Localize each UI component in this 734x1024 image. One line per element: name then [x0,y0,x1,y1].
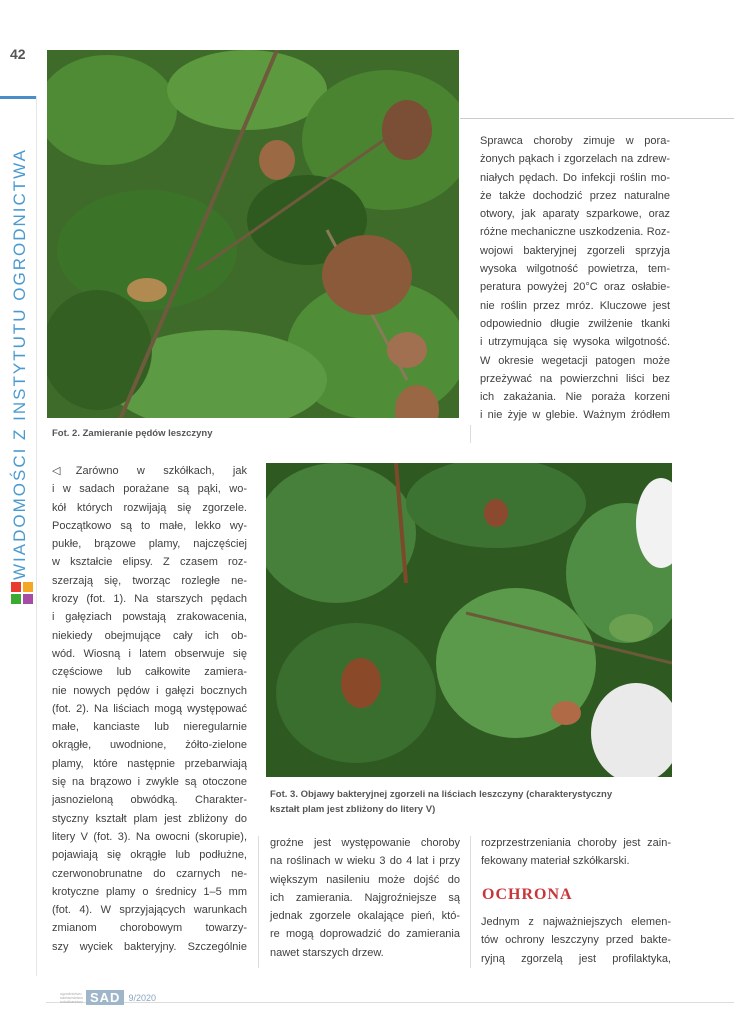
text-line: krotyczne plamy o średnicy 1–5 mm [52,885,247,898]
right-top-column [480,132,670,425]
caption-divider [470,425,471,443]
text-line: jasnozieloną obwódką. Charakter- [52,794,247,807]
text-line: okrągłe, uwodnione, żółto-zielone [52,739,247,752]
text-line: żonych pąkach i zgorzelach na zdrew- [480,153,670,166]
text-line: pojawiają się okrągłe lub podłużne, [52,849,247,862]
middle-text-column [270,834,460,962]
text-line: Początkowo są to małe, lekko wy- [52,519,247,532]
text-line: stycznу kształt plam jest zbliżony do [52,812,247,825]
text-line: wysoka wilgotność powietrza, tem- [480,263,670,276]
text-line: ◁Zarówno w szkółkach, jak [52,465,247,477]
right-bottom-column-continued [481,913,671,968]
text-line: pukłe, brązowe plamy, najczęściej [52,538,247,551]
text-line: że także dochodzić przez naturalne [480,189,670,202]
text-line: otwory, jak aparaty szparkowe, oraz [480,208,670,221]
text-line: plamy, które następnie przebarwiają [52,757,247,770]
text-line: Jednym z najważniejszych elemen- [481,916,671,928]
text-line: niałych pędach. Do infekcji roślin mo- [480,171,670,184]
footer-tagline: ogrodnictwo sadownictwo szkółkarstwo [60,990,83,1004]
text-line: szerzają się, tworząc rozległe ne- [52,574,247,587]
text-line: na roślinach w wieku 3 do 4 lat i przy [270,855,460,868]
photo1-caption: Fot. 2. Zamieranie pędów leszczyny [52,428,213,439]
page-number: 42 [10,46,26,62]
text-line: nawet starszych drzew. [270,946,384,959]
text-line: i w sadach porażane są pąki, wo- [52,483,247,496]
hazel-leaf-spots-photo [266,463,672,777]
text-line: szy wyciek bakteryjny. Szczególnie [52,940,247,953]
right-bottom-column [481,834,671,871]
side-accent-rule [0,96,36,99]
text-line: niekiedy obejmujące cały ich ob- [52,629,247,642]
text-line: częściowe lub całkowite zamiera- [52,666,247,679]
text-line: i gałęziach powstają zrakowacenia, [52,611,247,624]
text-line: i utrzymująca się wysoka wilgotność. [480,336,670,349]
issue-number: 9/2020 [128,992,156,1003]
text-line: ich zamierania. Najgroźniejsze są [270,891,460,904]
text-line: nie roślin przez mróz. Kluczowe jest [480,299,670,312]
text-line: odpowiednio długie zwilżenie tkanki [480,317,670,330]
left-text-column [52,462,247,956]
text-line: rozprzestrzeniania choroby jest zain- [481,837,671,849]
institute-logo [11,582,33,604]
text-line: Sprawca choroby zimuje w pora- [480,135,670,147]
text-line: czerwonobrunatne do czarnych ne- [52,867,247,880]
vertical-section-title: WIADOMOŚCI Z INSTYTUTU OGRODNICTWA [10,148,29,580]
text-line: (fot. 2). Na liściach mogą występować [52,702,247,715]
text-line: tów ochrony leszczyny przed bakte- [481,934,671,947]
photo2-caption-line2: kształt plam jest zbliżony do litery V) [270,804,436,815]
text-line: krozy (fot. 1). Na starszych pędach [52,593,247,606]
logo-square-red [11,582,21,592]
text-line: nie nowych pędów i gałęzi bocznych [52,684,247,697]
logo-square-green [11,594,21,604]
text-line: wojowi bakteryjnej zgorzeli sprzyja [480,244,670,257]
text-line: się na brązowo i zwykle są otoczone [52,776,247,789]
text-line: (fot. 4). W sprzyjających warunkach [52,904,247,917]
text-line: ryjną zgorzelą jest profilaktyka, [481,952,671,965]
section-heading-ochrona: OCHRONA [482,886,573,903]
text-line: W okresie wegetacji patogen może [480,354,670,367]
footer [60,990,156,1005]
photo2-caption-line1: Fot. 3. Objawy bakteryjnej zgorzeli na liściach leszczyny (charakterystyczny [270,789,613,800]
text-line: większym nasileniu może dojść do [270,873,460,886]
text-line: przeżywać na powierzchni liści bez [480,372,670,385]
text-line: fekowany materiał szkółkarski. [481,855,630,868]
text-line: re mogą doprowadzić do zamierania [270,928,460,941]
text-line: groźne jest występowanie choroby [270,837,460,849]
text-line: peratura powyżej 20°C oraz osłabie- [480,281,670,294]
column-divider-right [470,836,471,968]
text-line: litery V (fot. 3). Na owocni (skorupie), [52,830,247,843]
text-line: różne mechaniczne uszkodzenia. Roz- [480,226,670,239]
left-margin-rule [36,96,37,976]
text-line: małe, kanciaste lub nieregularnie [52,721,247,734]
text-line: jednak zgorzele okalające pień, któ- [270,910,460,923]
sad-logo: SAD [86,990,124,1005]
text-line: ich zakażania. Nie poraża korzeni [480,391,670,404]
text-line: w kształcie elipsy. Z czasem roz- [52,556,247,569]
text-line: i nie żyje w glebie. Ważnym źródłem [480,409,670,422]
text-line: kół których rozwijają się zgorzele. [52,501,247,514]
text-line: wód. Wiosną i latem obserwuje się [52,647,247,660]
column-divider-left [258,836,259,968]
logo-square-orange [23,582,33,592]
hazel-dieback-photo [47,50,459,418]
logo-square-purple [23,594,33,604]
text-line: zmianom chorobowym towarzy- [52,922,247,935]
top-right-rule [460,118,734,119]
